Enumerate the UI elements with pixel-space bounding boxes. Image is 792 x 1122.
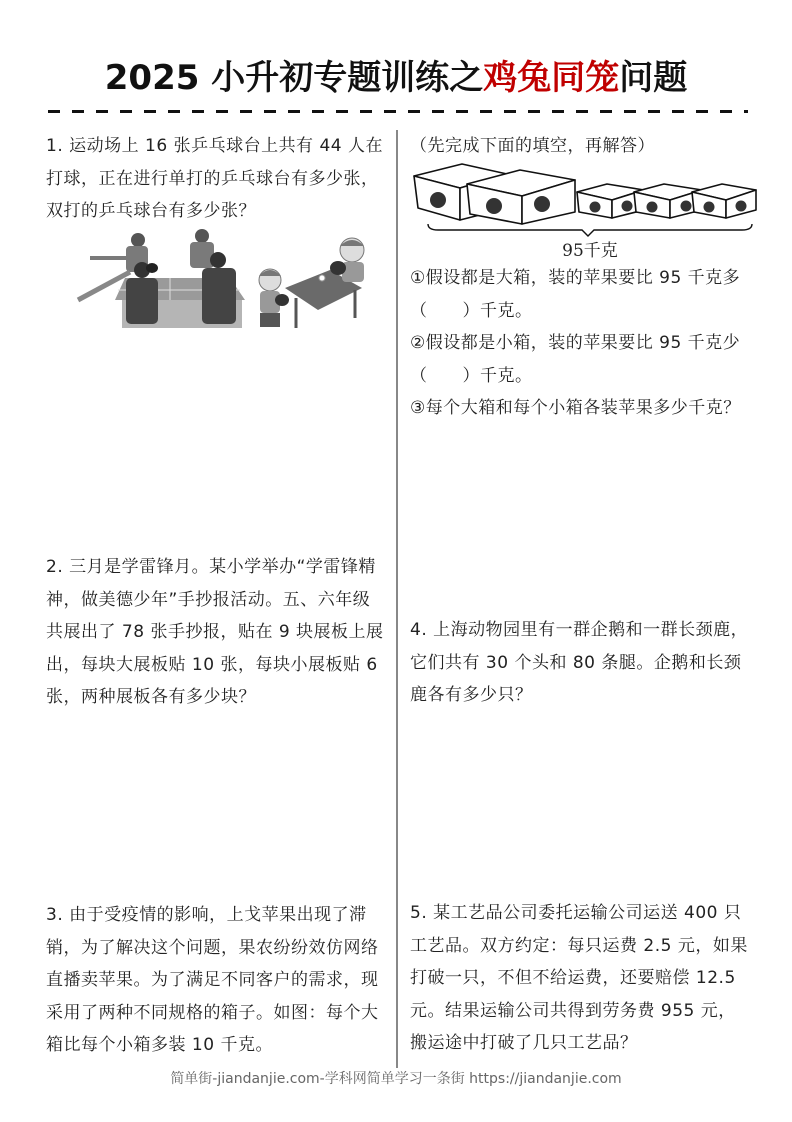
page-title bbox=[0, 52, 792, 104]
dashed-separator bbox=[48, 110, 748, 113]
instruction-text: （先完成下面的填空，再解答） bbox=[410, 136, 655, 156]
footer-watermark bbox=[0, 1068, 792, 1090]
column-divider bbox=[396, 130, 398, 1078]
question-4-text: 4. 上海动物园里有一群企鹅和一群长颈鹿，它们共有 30 个头和 80 条腿。企鹅和长颈鹿各有多少只？ bbox=[410, 620, 749, 705]
title-highlight: 鸡兔同笼 bbox=[483, 58, 620, 98]
footer-text: 简单街-jiandanjie.com-学科网简单学习一条街 https://jiandanjie.com bbox=[166, 1071, 625, 1087]
total-weight-label: 95千克 bbox=[562, 241, 618, 261]
question-1-text: 1. 运动场上 16 张乒乓球台上共有 44 人在打球，正在进行单打的乒乓球台有多少张，双打的乒乓球台有多少张？ bbox=[46, 136, 384, 221]
question-2 bbox=[46, 551, 386, 714]
title-suffix: 问题 bbox=[619, 58, 688, 98]
question-2-text: 2. 三月是学雷锋月。某小学举办“学雷锋精神，做美德少年”手抄报活动。五、六年级共展出了 78 张手抄报，贴在 9 块展板上展出，每块大展板贴 10 张，每块小展板贴 6 张，两种展板各有多少块？ bbox=[46, 557, 384, 707]
question-3-text: 3. 由于受疫情的影响，上戈苹果出现了滞销，为了解决这个问题，果农纷纷效仿网络直播卖苹果。为了满足不同客户的需求，现采用了两种不同规格的箱子。如图：每个大箱比每个小箱多装 10 千克。 bbox=[46, 905, 379, 1055]
question-3 bbox=[46, 899, 392, 1062]
title-prefix: 2025 小升初专题训练之 bbox=[104, 58, 484, 98]
question-3-parts bbox=[410, 262, 755, 425]
question-5-text: 5. 某工艺品公司委托运输公司运送 400 只工艺品。双方约定：每只运费 2.5 元，如果打破一只，不但不给运费，还要赔偿 12.5 元。结果运输公司共得到劳务费 955 元，搬运途中打破了几只工艺品？ bbox=[410, 903, 748, 1053]
question-3-part-1: ①假设都是大箱，装的苹果要比 95 千克多（ ）千克。 bbox=[410, 268, 741, 321]
question-5 bbox=[410, 897, 750, 1060]
question-4 bbox=[410, 614, 750, 712]
question-3-instruction bbox=[410, 130, 750, 163]
table-tennis-illustration bbox=[70, 228, 370, 332]
question-1 bbox=[46, 130, 386, 228]
question-3-part-2: ②假设都是小箱，装的苹果要比 95 千克少（ ）千克。 bbox=[410, 333, 741, 386]
question-3-part-3: ③每个大箱和每个小箱各装苹果多少千克？ bbox=[410, 398, 741, 418]
